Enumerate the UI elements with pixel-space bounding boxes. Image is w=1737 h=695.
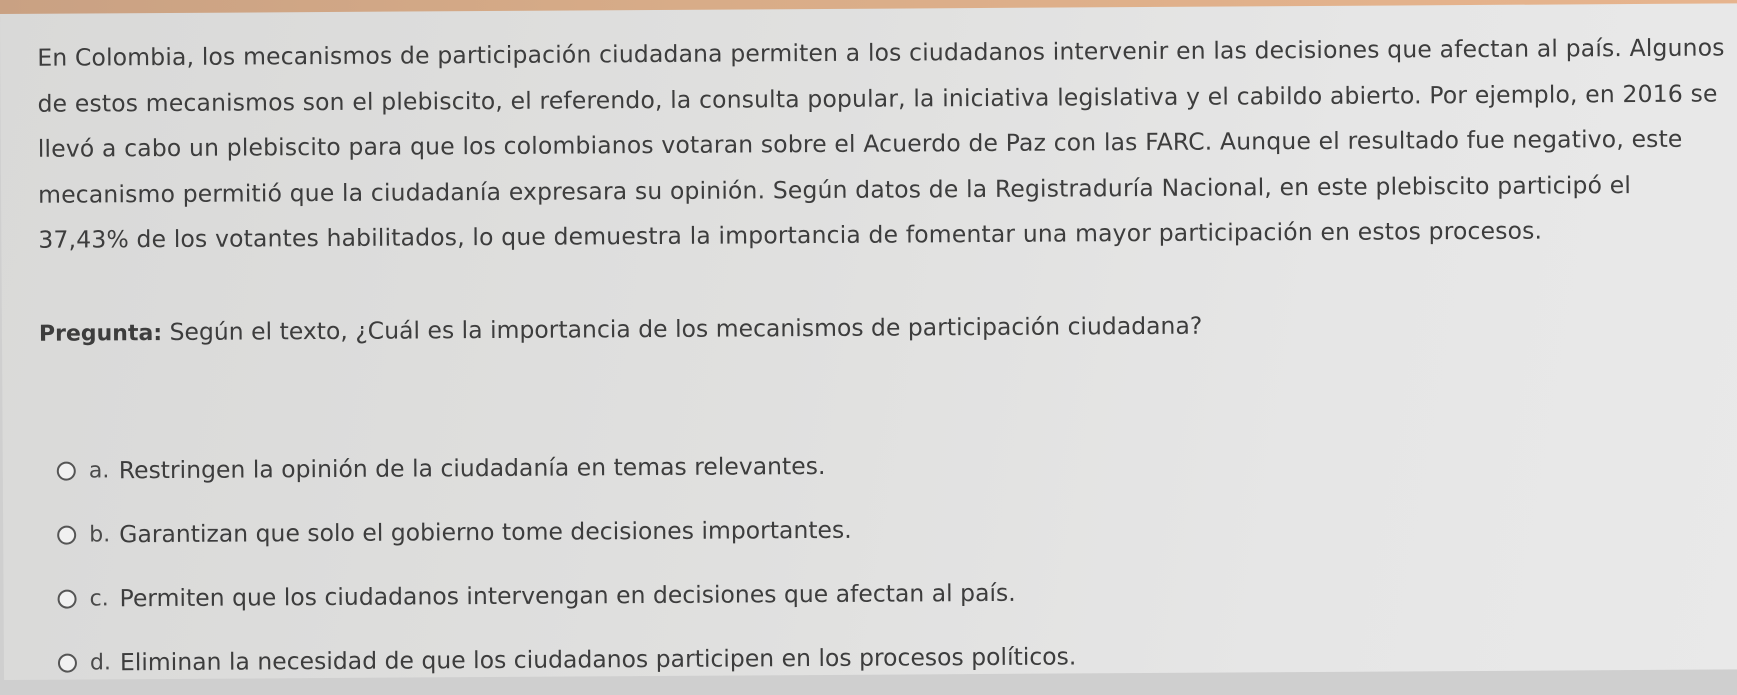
quiz-screen	[0, 3, 1737, 680]
option-letter-d: d.	[89, 649, 112, 675]
radio-button-a[interactable]	[57, 461, 76, 480]
radio-button-b[interactable]	[57, 525, 76, 544]
reading-passage: En Colombia, los mecanismos de participación ciudadana permiten a los ciudadanos intervenir en las decisiones que afectan al país. Algunos de estos mecanismos son el plebiscito, el referendo, la consulta popular, la iniciativa legislativa y el cabildo abierto. Por ejemplo, en 2016 se llevó a cabo un plebiscito para que los colombianos votaran sobre el Acuerdo de Paz con las FARC. Aunque el resultado fue negativo, este mecanismo permitió que la ciudadanía expresara su opinión. Según datos de la Registraduría Nacional, en este plebiscito participó el 37,43% de los votantes habilitados, lo que demuestra la importancia de fomentar una mayor participación en estos procesos.	[37, 33, 1725, 254]
option-letter-c: c.	[89, 585, 109, 611]
answer-options	[57, 432, 1077, 694]
option-c[interactable]	[57, 560, 1076, 630]
option-b[interactable]	[57, 496, 1076, 566]
question-prompt	[39, 305, 1729, 351]
option-letter-a: a.	[88, 457, 110, 483]
radio-button-d[interactable]	[58, 653, 77, 672]
option-a[interactable]	[57, 432, 1076, 502]
option-d[interactable]	[58, 624, 1077, 694]
radio-button-c[interactable]	[58, 589, 77, 608]
option-text-c: Permiten que los ciudadanos intervengan en decisiones que afectan al país.	[119, 578, 1016, 613]
option-text-d: Eliminan la necesidad de que los ciudadanos participen en los procesos políticos.	[119, 642, 1077, 677]
question-label: Pregunta:	[38, 321, 163, 347]
option-letter-b: b.	[89, 521, 111, 547]
option-text-b: Garantizan que solo el gobierno tome decisiones importantes.	[119, 515, 852, 549]
option-text-a: Restringen la opinión de la ciudadanía en temas relevantes.	[118, 451, 826, 485]
question-text: Según el texto, ¿Cuál es la importancia de los mecanismos de participación ciudadana?	[169, 311, 1203, 346]
